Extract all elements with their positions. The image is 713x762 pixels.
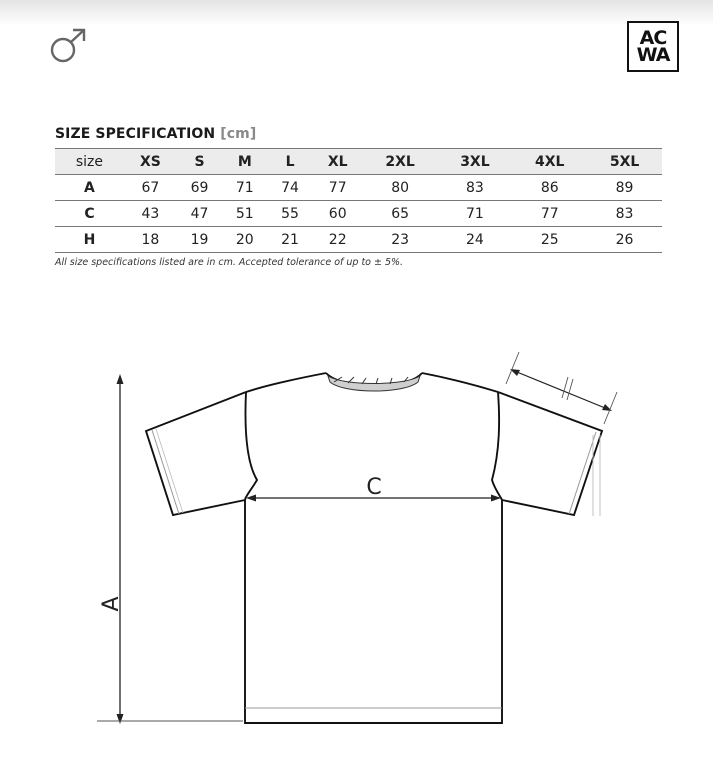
table-cell: 65 [363, 201, 438, 227]
size-header-cell: S [177, 149, 222, 175]
table-cell: 19 [177, 227, 222, 253]
size-header-label: size [55, 149, 124, 175]
neck-rib [328, 376, 420, 391]
table-cell: 43 [124, 201, 177, 227]
tolerance-note: All size specifications listed are in cm. Accepted tolerance of up to ± 5%. [55, 257, 404, 268]
table-cell: 22 [313, 227, 363, 253]
dimension-sleeve-line [512, 370, 610, 410]
table-row [55, 227, 662, 253]
size-header-row [55, 149, 662, 175]
shoulder-right [422, 373, 498, 392]
dimension-sleeve-break-1 [562, 377, 568, 398]
size-header-cell: 4XL [512, 149, 587, 175]
logo-line-2: WA [636, 43, 670, 66]
table-cell: 77 [313, 175, 363, 201]
dimension-a-arrow-bottom [117, 714, 124, 724]
table-cell: 24 [438, 227, 513, 253]
sleeve-right-hem [569, 432, 596, 514]
table-cell: 20 [222, 227, 267, 253]
size-header-cell: 2XL [363, 149, 438, 175]
size-header-cell: XL [313, 149, 363, 175]
sleeve-left [146, 392, 246, 515]
table-cell: 18 [124, 227, 177, 253]
table-cell: 55 [267, 201, 312, 227]
shirt-body [245, 392, 502, 723]
shoulder-left [246, 373, 326, 392]
table-cell: 47 [177, 201, 222, 227]
sleeve-left-hem [152, 430, 179, 514]
dimension-sleeve-ext-left [506, 352, 519, 384]
table-cell: 83 [587, 201, 662, 227]
size-header-cell: M [222, 149, 267, 175]
size-header-cell: XS [124, 149, 177, 175]
row-label: C [55, 201, 124, 227]
table-cell: 71 [438, 201, 513, 227]
dimension-a-arrow-top [117, 374, 124, 384]
acwa-logo [627, 21, 679, 72]
sleeve-left-hem-2 [156, 429, 183, 513]
table-cell: 51 [222, 201, 267, 227]
table-cell: 21 [267, 227, 312, 253]
label-a: A [99, 596, 124, 612]
table-cell: 80 [363, 175, 438, 201]
tshirt-diagram [0, 340, 713, 740]
male-symbol-icon [46, 26, 90, 68]
size-header-cell: 3XL [438, 149, 513, 175]
table-row [55, 201, 662, 227]
row-label: A [55, 175, 124, 201]
size-table [55, 148, 662, 253]
table-cell: 26 [587, 227, 662, 253]
table-cell: 77 [512, 201, 587, 227]
size-spec-title-text: SIZE SPECIFICATION [55, 126, 216, 142]
table-cell: 23 [363, 227, 438, 253]
table-cell: 89 [587, 175, 662, 201]
sleeve-right [498, 392, 602, 515]
table-cell: 25 [512, 227, 587, 253]
label-c: C [366, 475, 382, 500]
size-header-cell: L [267, 149, 312, 175]
size-spec-unit: [cm] [220, 126, 257, 142]
table-cell: 74 [267, 175, 312, 201]
size-spec-title [55, 126, 256, 142]
table-cell: 71 [222, 175, 267, 201]
table-cell: 83 [438, 175, 513, 201]
top-shade [0, 0, 713, 26]
table-cell: 67 [124, 175, 177, 201]
table-cell: 69 [177, 175, 222, 201]
table-cell: 86 [512, 175, 587, 201]
table-row [55, 175, 662, 201]
size-header-cell: 5XL [587, 149, 662, 175]
logo-line-1: AC [639, 26, 667, 49]
table-cell: 60 [313, 201, 363, 227]
row-label: H [55, 227, 124, 253]
dimension-sleeve-break-2 [567, 379, 573, 400]
